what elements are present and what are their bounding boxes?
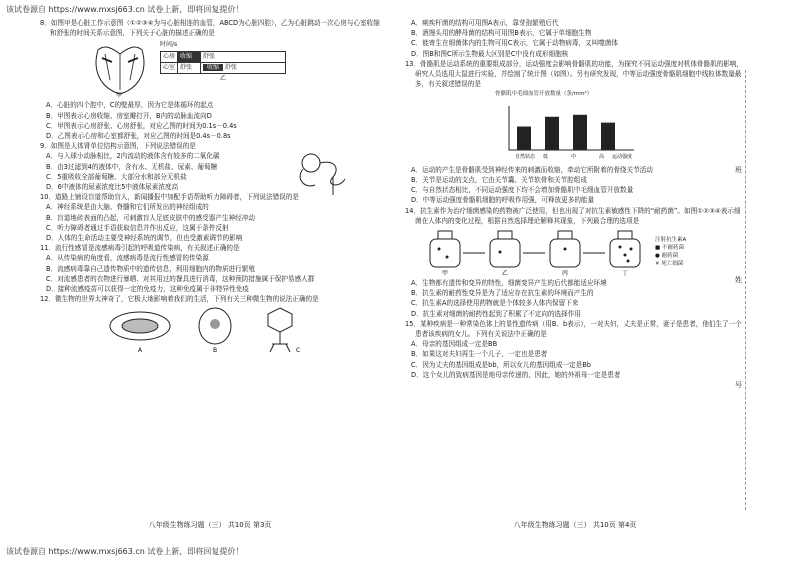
bar-label-1: 低 — [543, 153, 549, 160]
q11-option-c: C．对流感患者的衣物进行暴晒、对其用过的餐具进行消毒，这种预防措施属于保护易感人群 — [46, 274, 315, 283]
q14-option-d: D．抗生素对细菌的耐药性起到了积累了不定向的选择作用 — [411, 309, 581, 318]
bar-label-3: 高 — [599, 153, 605, 160]
legend-resistant: 耐药菌 — [661, 253, 679, 260]
page-3 — [40, 18, 380, 538]
q9-option-c: C．5重吸收全部葡萄糖、大部分水和部分无机盐 — [46, 172, 187, 181]
legend-title: 注射抗生素A — [655, 237, 687, 244]
q13-chart — [495, 89, 745, 164]
q10-option-b: B．盲道地砖表面的凸起，可刺激盲人足底皮肤中的感受器产生神经冲动 — [46, 213, 255, 222]
timing-table — [160, 51, 286, 74]
q12-option-c: C．能寄生在细菌体内的生物可用C表示，它属于动物病毒，又叫噬菌体 — [411, 39, 619, 48]
binding-line — [745, 70, 746, 510]
atrium-relax: 舒张 — [201, 51, 286, 62]
fig-jia: 甲 — [442, 270, 449, 278]
q13-option-a: A．运动的产生是骨骼肌受到神经传来的刺激而收缩，牵动它所附着的骨绕关节活动 — [411, 165, 653, 174]
q9-stem: 9．如图是人体肾单位结构示意图，下列说法错误的是 — [40, 142, 196, 151]
vent-relax-2: 舒张 — [224, 63, 237, 71]
legend-nonresistant: 不耐药菌 — [661, 245, 684, 252]
q14-option-c: C．抗生素A的选择使用药物就是个体较多人体内保留下来 — [411, 299, 579, 308]
bar-0 — [517, 126, 531, 149]
q10-option-c: C．听力障碍者通过手语获取信息并作出反应，这属于条件反射 — [46, 223, 229, 232]
q13-option-d: D．中等运动强度骨骼肌细胞的呼吸作用强，可释放更多的能量 — [411, 196, 595, 205]
bar-3 — [601, 122, 615, 149]
q14-option-b: B．抗生素的耐药性变异是为了适应存在抗生素的环境而产生的 — [411, 289, 594, 298]
q12-option-d: D．图B和图C所示生物最大区别是C中没有成形细胞核 — [411, 49, 569, 58]
fig-bing: 丙 — [562, 270, 569, 278]
bar-2 — [573, 114, 587, 149]
bar-1 — [545, 116, 559, 149]
q10-option-a: A．神经系统是由大脑、脊髓和它们所发出的神经组成的 — [46, 203, 209, 212]
q9-option-b: B．由3过滤到4的液体中，含有水、无机盐、尿素、葡萄糖 — [46, 162, 218, 171]
q15-option-d: D．这个女儿的致病基因是地母亲传递的，因此，她的外祖母一定是患者 — [411, 370, 621, 379]
q12-option-b: B．酒馒头用的酵母菌的结构可用图B表示，它属于单细胞生物 — [411, 29, 592, 38]
question-8 — [40, 18, 380, 141]
q10-stem: 10．道路上铺设盲道帮助盲人，新闻播报中加配手语帮助听力障碍者，下列说法错误的是 — [40, 193, 299, 202]
heart-figure — [90, 40, 150, 98]
fig-ding: 丁 — [622, 270, 629, 278]
question-12 — [40, 294, 380, 357]
q11-option-d: D．接种流感疫苗可以获得一定的免疫力，这种免疫属于非特异性免疫 — [46, 285, 249, 294]
q9-option-a: A．与入球小动脉相比，2内流动的液体含有较多的二氧化碳 — [46, 152, 220, 161]
x-axis-label: 运动强度 — [612, 153, 633, 160]
q8-option-d: D．乙图表示心房和心室都舒张，对应乙图的时间是0.4s－0.8s — [46, 132, 231, 141]
side-name: 姓 — [735, 276, 742, 284]
question-13 — [405, 59, 745, 206]
q8-option-c: C．甲图表示心房舒张、心房舒张，对应乙图的时间为0.1s－0.4s — [46, 121, 237, 130]
bar-chart-title: 骨骼肌中毛细血管开放数量（条/mm²） — [495, 91, 593, 98]
fig-b-label: B — [213, 347, 218, 355]
bar-chart — [495, 100, 645, 162]
fig-yi: 乙 — [502, 270, 509, 278]
legend-dead: 死亡细菌 — [661, 261, 684, 268]
question-15 — [405, 319, 745, 380]
q14-legend: 注射抗生素A ■ 不耐药菌 ● 耐药菌 ✕ 死亡细菌 — [655, 237, 687, 268]
fig-a-label: A — [138, 347, 143, 355]
q8-figures — [90, 40, 380, 98]
question-9 — [40, 141, 380, 192]
q15-option-c: C．因为丈夫的基因组成是bb，所以女儿的基因组成一定是Bb — [411, 360, 591, 369]
heart-timing-chart — [160, 40, 286, 84]
q13-option-c: C．与自然状态相比，不同运动强度下均不会增加骨骼肌中毛细血管开放数量 — [411, 186, 634, 195]
q8-stem: 8．如图甲是心脏工作示意图（①②③④为与心脏相连的血管，ABCD为心脏四腔），乙为心脏跳动一次心房与心室收缩和舒张的时间关系示意图，下列关于心脏的描述正确的是 — [40, 19, 380, 38]
q15-stem: 15．某种疾病是一种常染色体上的显性遗传病（用B、b表示），一对夫妇，丈夫是正常，妻子是患者，他们生了一个患者该疾病的女儿。下列有关说法中正确的是 — [405, 319, 742, 339]
question-10 — [40, 192, 380, 243]
row-atrium: 心房 — [161, 51, 178, 62]
q9-option-d: D．6中液体的尿素浓度比5中液体尿素浓度高 — [46, 183, 179, 192]
chart-axis-label: 时间/s — [160, 41, 178, 49]
q14-option-a: A．生物都有遗传和变异的特性，细菌变异产生的后代都能适应环境 — [411, 279, 607, 288]
atrium-contract: 收缩 — [178, 51, 201, 62]
q15-option-a: A．母亲的基因组成一定是BB — [411, 340, 498, 349]
watermark-bottom: 该试卷源自 https://www.mxsj663.cn 试卷上新，即将回复提价！ — [6, 547, 244, 556]
q12-stem: 12．微生物的世界太神奇了，它极大地影响着我们的生活，下列有关三种微生物的说法正确的是 — [40, 295, 319, 304]
vent-relax-1: 舒张 — [178, 62, 201, 73]
q8-option-a: A．心脏的四个腔中，C的壁最厚，因为它是体循环的起点 — [46, 101, 214, 110]
q12-option-a: A．痢疾杆菌的结构可用图A表示，靠芽孢繁殖后代 — [411, 19, 559, 27]
vent-contract: 收缩 — [203, 64, 223, 71]
q8-option-b: B．甲图表示心房收缩、房室瓣打开，B内的动脉血流向D — [46, 111, 212, 120]
q11-option-b: B．流感病毒靠自己遗传物质中的遗传信息，利用细胞内的物质进行繁殖 — [46, 264, 255, 273]
side-class: 班 — [735, 166, 742, 174]
page-4-footer: 八年级生物练习题（三） 共10页 第4页 — [513, 520, 637, 529]
side-number: 号 — [735, 381, 742, 389]
bar-label-2: 中 — [571, 153, 577, 160]
bar-label-0: 自然状态 — [515, 153, 536, 160]
fig-c-label: C — [296, 347, 301, 355]
q15-option-b: B．如果这对夫妇再生一个儿子，一定也是患者 — [411, 350, 548, 359]
q11-option-a: A．从传染病的角度看，流感病毒是流行性感冒的传染源 — [46, 254, 209, 263]
nephron-figure — [295, 149, 355, 197]
q13-stem: 13．骨骼肌是运动系统的重要组成部分，运动强度会影响骨骼肌的功能，为探究不同运动强度对机体骨骼肌的影响，研究人员选用大鼠进行实验，并绘制了统计图（如图）。另有研究发现，中等运动强度骨骼肌细胞中线粒体数量最多，有关叙述错误的是 — [405, 59, 744, 89]
page-4 — [405, 18, 745, 538]
heart-fig-label: 甲 — [116, 92, 123, 99]
q11-stem: 11．流行性感冒是流感病毒引起的呼吸道传染病，有关叙述正确的是 — [40, 244, 240, 253]
q14-figure — [425, 226, 745, 278]
question-14 — [405, 206, 745, 319]
chart-fig-label: 乙 — [220, 75, 227, 83]
page-3-footer: 八年级生物练习题（三） 共10页 第3页 — [148, 520, 272, 529]
row-ventricle: 心室 — [161, 62, 178, 73]
microbes-figure — [100, 304, 340, 354]
q10-option-d: D．人体的生命活动主要受神经系统的调节，但也受激素调节的影响 — [46, 234, 243, 243]
q13-option-b: B．关节是运动的支点，它由关节囊、关节软骨和关节腔组成 — [411, 176, 587, 185]
bottles-figure — [425, 227, 655, 277]
q14-stem: 14．抗生素作为治疗细菌感染的药物被广泛使用，但也出现了对抗生素敏感性下降的“耐药菌”。如图①②③④表示细菌在人体内的变化过程，根据自然选择理论解释其现象，下列最合理的选项是 — [405, 206, 741, 225]
watermark-top: 该试卷源自 https://www.mxsj663.cn 试卷上新，即将回复提价！ — [6, 5, 244, 14]
question-11 — [40, 243, 380, 294]
